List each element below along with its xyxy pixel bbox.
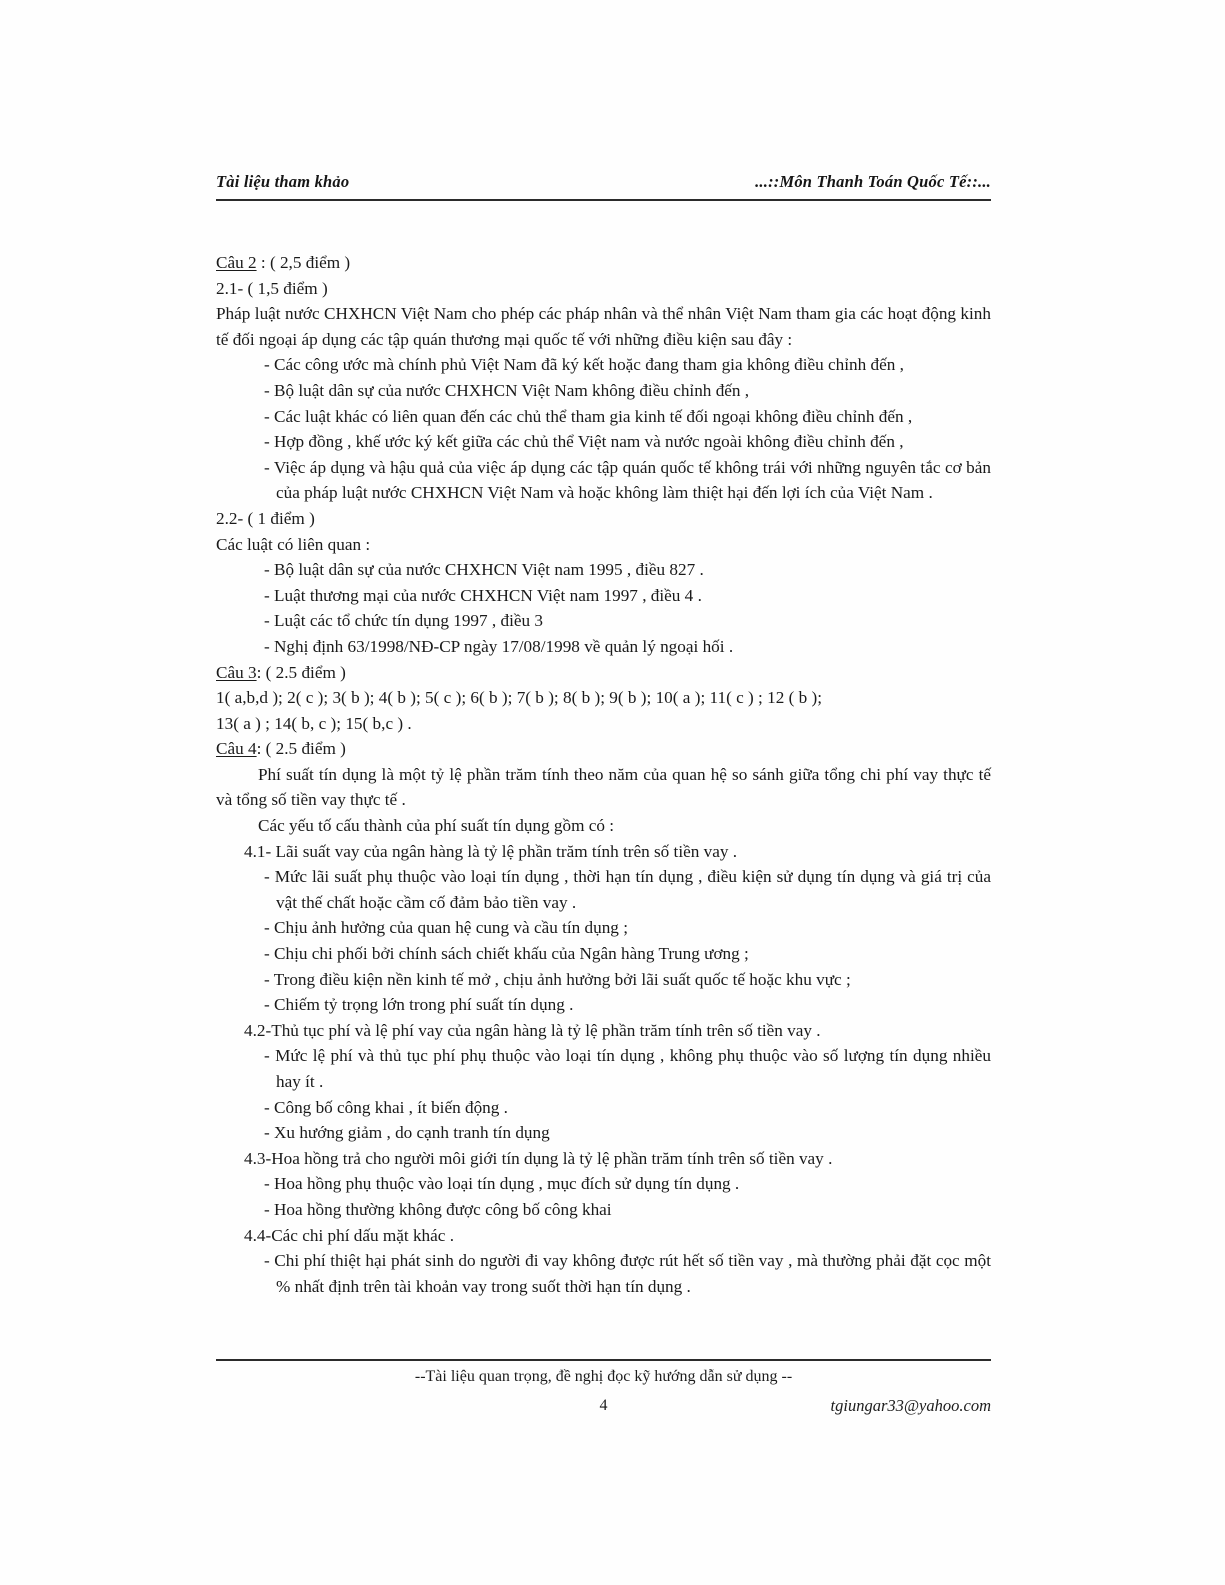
cau4-heading-line — [216, 736, 991, 762]
list-item: - Mức lãi suất phụ thuộc vào loại tín dụng , thời hạn tín dụng , điều kiện sử dụng tín dụng và giá trị của vật thế chất hoặc cầm cố đảm bảo tiền vay . — [264, 867, 991, 912]
list-item: - Chịu ảnh hưởng của quan hệ cung và cầu tín dụng ; — [264, 918, 628, 938]
cau4-points: : ( 2.5 điểm ) — [256, 739, 346, 759]
header-divider — [216, 199, 991, 201]
header-left-text: Tài liệu tham khảo — [216, 172, 350, 191]
list-item: - Bộ luật dân sự của nước CHXHCN Việt Nam không điều chỉnh đến , — [264, 380, 750, 400]
list-item: - Các luật khác có liên quan đến các chủ thể tham gia kinh tế đối ngoại không điều chỉnh đến , — [264, 406, 913, 426]
list-item: - Công bố công khai , ít biến động . — [264, 1097, 508, 1117]
section-4-2-label: 4.2-Thủ tục phí và lệ phí vay của ngân hàng là tỷ lệ phần trăm tính trên số tiền vay . — [244, 1020, 821, 1040]
list-item: - Chi phí thiệt hại phát sinh do người đi vay không được rút hết số tiền vay , mà thường phải đặt cọc một % nhất định trên tài khoản vay trong suốt thời hạn tín dụng . — [264, 1251, 991, 1296]
footer-divider — [216, 1359, 991, 1361]
section-2-2-label: 2.2- ( 1 điểm ) — [216, 508, 315, 528]
cau4-paragraph-1: Phí suất tín dụng là một tỷ lệ phần trăm tính theo năm của quan hệ so sánh giữa tổng chi phí vay thực tế và tổng số tiền vay thực tế . — [216, 764, 991, 810]
list-item: - Hợp đồng , khế ước ký kết giữa các chủ thể Việt nam và nước ngoài không điều chỉnh đến , — [264, 432, 904, 452]
list-item: - Bộ luật dân sự của nước CHXHCN Việt nam 1995 , điều 827 . — [264, 560, 704, 580]
cau4-paragraph-2: Các yếu tố cấu thành của phí suất tín dụng gồm có : — [258, 816, 615, 836]
list-item: - Hoa hồng phụ thuộc vào loại tín dụng , mục đích sử dụng tín dụng . — [264, 1174, 740, 1194]
list-item: - Hoa hồng thường không được công bố công khai — [264, 1199, 612, 1219]
list-item: - Luật các tổ chức tín dụng 1997 , điều 3 — [264, 611, 543, 631]
document-body — [216, 250, 991, 1299]
cau3-heading-line — [216, 660, 991, 686]
section-2-1-label: 2.1- ( 1,5 điểm ) — [216, 278, 328, 298]
cau2-points: : ( 2,5 điểm ) — [256, 253, 351, 272]
list-item: - Chịu chi phối bởi chính sách chiết khấu của Ngân hàng Trung ương ; — [264, 944, 749, 964]
header-right-text: ...::Môn Thanh Toán Quốc Tế::... — [755, 172, 991, 191]
cau4-heading: Câu 4 — [216, 739, 257, 759]
page-number: 4 — [599, 1397, 608, 1414]
cau3-points: : ( 2.5 điểm ) — [256, 662, 346, 682]
footer-note: --Tài liệu quan trọng, đề nghị đọc kỹ hướng dẫn sử dụng -- — [414, 1368, 793, 1385]
section-2-1-paragraph: Pháp luật nước CHXHCN Việt Nam cho phép các pháp nhân và thể nhân Việt Nam tham gia các hoạt động kinh tế đối ngoại áp dụng các tập quán thương mại quốc tế với những điều kiện sau đây : — [216, 304, 991, 349]
list-item: - Xu hướng giảm , do cạnh tranh tín dụng — [264, 1123, 550, 1143]
section-4-3-label: 4.3-Hoa hồng trả cho người môi giới tín dụng là tỷ lệ phần trăm tính trên số tiền vay . — [244, 1148, 833, 1168]
list-item: - Chiếm tỷ trọng lớn trong phí suất tín dụng . — [264, 995, 574, 1015]
list-item: - Luật thương mại của nước CHXHCN Việt nam 1997 , điều 4 . — [264, 585, 702, 605]
section-2-2-intro: Các luật có liên quan : — [216, 534, 371, 554]
section-4-4-label: 4.4-Các chi phí dấu mặt khác . — [244, 1225, 455, 1245]
list-item: - Mức lệ phí và thủ tục phí phụ thuộc vào loại tín dụng , không phụ thuộc vào số lượng tín dụng nhiều hay ít . — [264, 1046, 991, 1091]
footer-email: tgiungar33@yahoo.com — [830, 1396, 991, 1415]
list-item: - Các công ước mà chính phủ Việt Nam đã ký kết hoặc đang tham gia không điều chỉnh đến , — [264, 355, 904, 375]
cau3-answers-line-2: 13( a ) ; 14( b, c ); 15( b,c ) . — [216, 713, 412, 733]
cau2-heading-line — [216, 250, 991, 276]
page-header — [216, 172, 991, 192]
cau3-answers-line-1: 1( a,b,d ); 2( c ); 3( b ); 4( b ); 5( c ); 6( b ); 7( b ); 8( b ); 9( b ); 10( a ); 11( c ) ; 12 ( b ); — [216, 688, 823, 708]
list-item: - Trong điều kiện nền kinh tế mở , chịu ảnh hưởng bởi lãi suất quốc tế hoặc khu vực ; — [264, 969, 851, 989]
cau2-heading: Câu 2 — [216, 253, 257, 272]
section-4-1-label: 4.1- Lãi suất vay của ngân hàng là tỷ lệ phần trăm tính trên số tiền vay . — [244, 841, 738, 861]
list-item: - Nghị định 63/1998/NĐ-CP ngày 17/08/1998 về quản lý ngoại hối . — [264, 636, 734, 656]
list-item: - Việc áp dụng và hậu quả của việc áp dụng các tập quán quốc tế không trái với những nguyên tắc cơ bản của pháp luật nước CHXHCN Việt Nam và hoặc không làm thiệt hại đến lợi ích của Việt Nam . — [264, 457, 991, 503]
cau3-heading: Câu 3 — [216, 662, 257, 682]
